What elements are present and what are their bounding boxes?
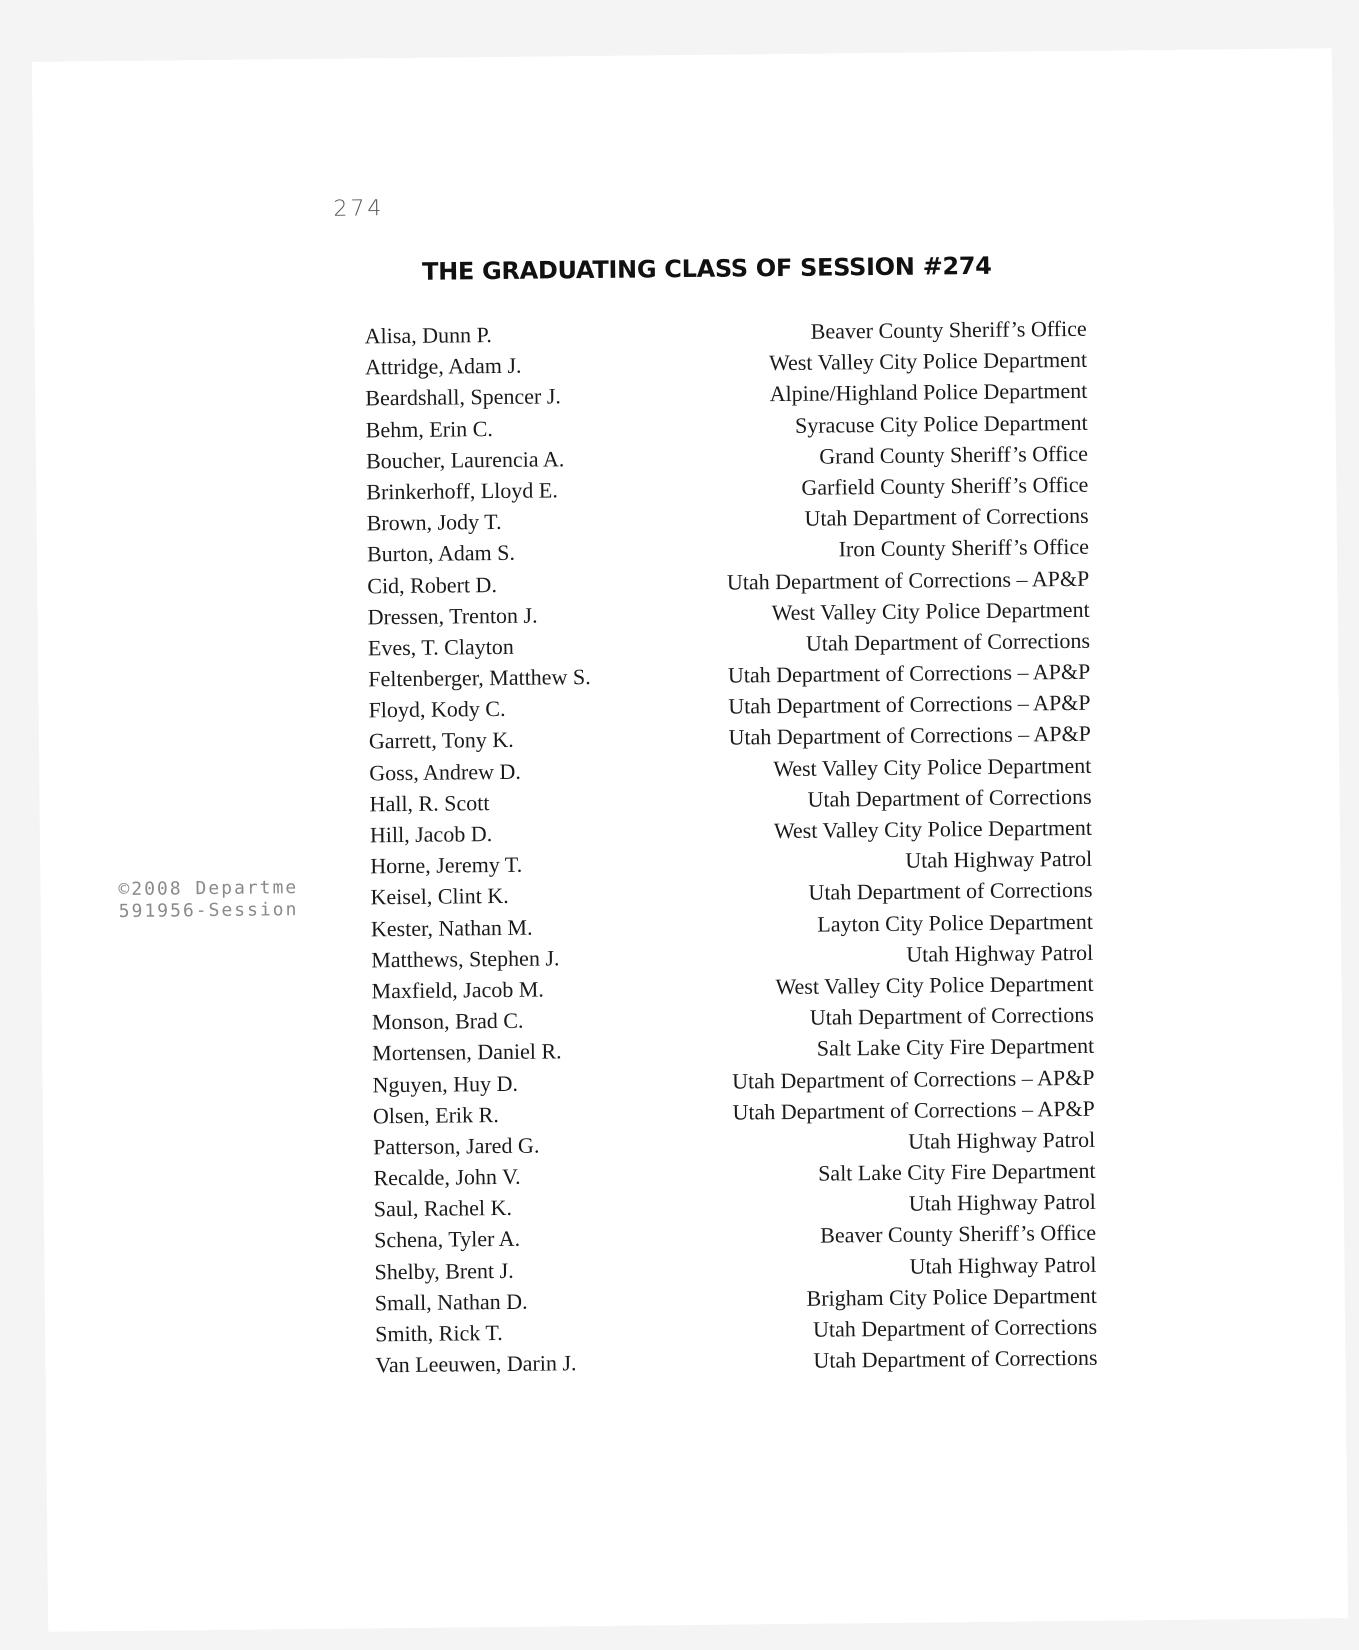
graduate-name: Goss, Andrew D. xyxy=(369,758,521,785)
graduate-agency: Utah Department of Corrections xyxy=(813,1344,1098,1373)
graduate-agency: Beaver County Sheriff’s Office xyxy=(810,315,1087,344)
graduate-name: Boucher, Laurencia A. xyxy=(365,446,565,474)
graduate-agency: West Valley City Police Department xyxy=(773,752,1092,781)
graduate-agency: Utah Highway Patrol xyxy=(909,1251,1097,1279)
graduate-agency: Utah Highway Patrol xyxy=(906,939,1094,967)
graduate-name: Garrett, Tony K. xyxy=(368,727,514,754)
graduate-agency: Utah Department of Corrections xyxy=(805,627,1091,656)
graduate-agency: Utah Department of Corrections xyxy=(804,502,1089,531)
graduate-name: Mortensen, Daniel R. xyxy=(372,1038,562,1066)
graduate-name: Small, Nathan D. xyxy=(374,1288,528,1316)
graduate-agency: Layton City Police Department xyxy=(817,908,1093,937)
graduate-name: Burton, Adam S. xyxy=(366,540,516,567)
graduate-agency: West Valley City Police Department xyxy=(771,596,1090,625)
graduate-agency: Syracuse City Police Department xyxy=(794,409,1088,438)
graduate-name: Floyd, Kody C. xyxy=(368,696,506,723)
graduate-name: Dressen, Trenton J. xyxy=(367,602,538,630)
graduate-agency: Brigham City Police Department xyxy=(806,1282,1097,1311)
graduate-agency: Utah Department of Corrections xyxy=(809,1001,1094,1030)
graduate-name: Alisa, Dunn P. xyxy=(364,322,492,349)
graduate-name: Horne, Jeremy T. xyxy=(370,851,523,879)
graduate-agency: West Valley City Police Department xyxy=(773,814,1093,844)
graduate-name: Recalde, John V. xyxy=(373,1163,521,1191)
graduate-agency: Utah Department of Corrections – AP&P xyxy=(727,658,1091,688)
graduate-name: Saul, Rachel K. xyxy=(373,1195,513,1222)
graduate-agency: Beaver County Sheriff’s Office xyxy=(820,1220,1097,1249)
graduate-name: Smith, Rick T. xyxy=(375,1319,503,1347)
graduate-agency: Utah Highway Patrol xyxy=(908,1126,1096,1154)
graduate-name: Beardshall, Spencer J. xyxy=(365,383,561,411)
graduate-agency: West Valley City Police Department xyxy=(775,970,1094,1000)
graduate-name: Kester, Nathan M. xyxy=(370,914,533,941)
handwritten-page-number: 274 xyxy=(333,196,385,222)
graduate-agency: Utah Department of Corrections – AP&P xyxy=(732,1095,1095,1125)
stamp-line-1: ©2008 Departme xyxy=(118,877,299,900)
graduate-roster xyxy=(365,313,1098,1381)
graduate-agency: West Valley City Police Department xyxy=(768,347,1088,376)
graduate-agency: Utah Department of Corrections xyxy=(808,877,1093,906)
document-page xyxy=(32,48,1348,1632)
graduate-agency: Salt Lake City Fire Department xyxy=(816,1033,1095,1061)
graduate-agency: Salt Lake City Fire Department xyxy=(817,1157,1096,1186)
graduate-agency: Utah Department of Corrections – AP&P xyxy=(726,565,1090,595)
graduate-name: Van Leeuwen, Darin J. xyxy=(375,1350,577,1378)
graduate-agency: Utah Highway Patrol xyxy=(908,1189,1096,1216)
stamp-line-2: 591956-Session xyxy=(118,899,299,922)
graduate-name: Olsen, Erik R. xyxy=(372,1101,499,1129)
archive-stamp xyxy=(118,877,298,923)
graduate-name: Cid, Robert D. xyxy=(367,571,498,598)
graduate-name: Monson, Brad C. xyxy=(371,1007,524,1035)
graduate-agency: Alpine/Highland Police Department xyxy=(769,378,1088,407)
page-title: THE GRADUATING CLASS OF SESSION #274 xyxy=(421,251,992,286)
graduate-agency: Utah Department of Corrections xyxy=(807,783,1092,812)
graduate-name: Matthews, Stephen J. xyxy=(371,945,560,973)
graduate-name: Attridge, Adam J. xyxy=(364,352,522,380)
graduate-row xyxy=(375,1342,1097,1381)
graduate-name: Schena, Tyler A. xyxy=(374,1226,521,1253)
graduate-name: Behm, Erin C. xyxy=(365,415,493,442)
graduate-name: Brinkerhoff, Lloyd E. xyxy=(366,477,558,505)
graduate-agency: Utah Department of Corrections xyxy=(812,1313,1098,1342)
graduate-agency: Grand County Sheriff’s Office xyxy=(819,440,1089,469)
graduate-name: Feltenberger, Matthew S. xyxy=(368,664,591,692)
graduate-name: Maxfield, Jacob M. xyxy=(371,976,544,1004)
graduate-agency: Utah Department of Corrections – AP&P xyxy=(728,690,1091,719)
graduate-name: Patterson, Jared G. xyxy=(373,1132,540,1160)
graduate-name: Nguyen, Huy D. xyxy=(372,1070,519,1097)
graduate-agency: Garfield County Sheriff’s Office xyxy=(801,471,1089,500)
graduate-name: Hill, Jacob D. xyxy=(369,821,493,848)
graduate-name: Shelby, Brent J. xyxy=(374,1257,514,1284)
graduate-agency: Utah Highway Patrol xyxy=(905,845,1093,873)
graduate-name: Hall, R. Scott xyxy=(369,789,490,817)
graduate-name: Keisel, Clint K. xyxy=(370,883,509,910)
graduate-agency: Utah Department of Corrections – AP&P xyxy=(732,1064,1095,1094)
graduate-name: Eves, T. Clayton xyxy=(367,633,514,661)
graduate-agency: Iron County Sheriff’s Office xyxy=(838,534,1090,562)
graduate-name: Brown, Jody T. xyxy=(366,509,502,536)
graduate-agency: Utah Department of Corrections – AP&P xyxy=(728,721,1092,751)
